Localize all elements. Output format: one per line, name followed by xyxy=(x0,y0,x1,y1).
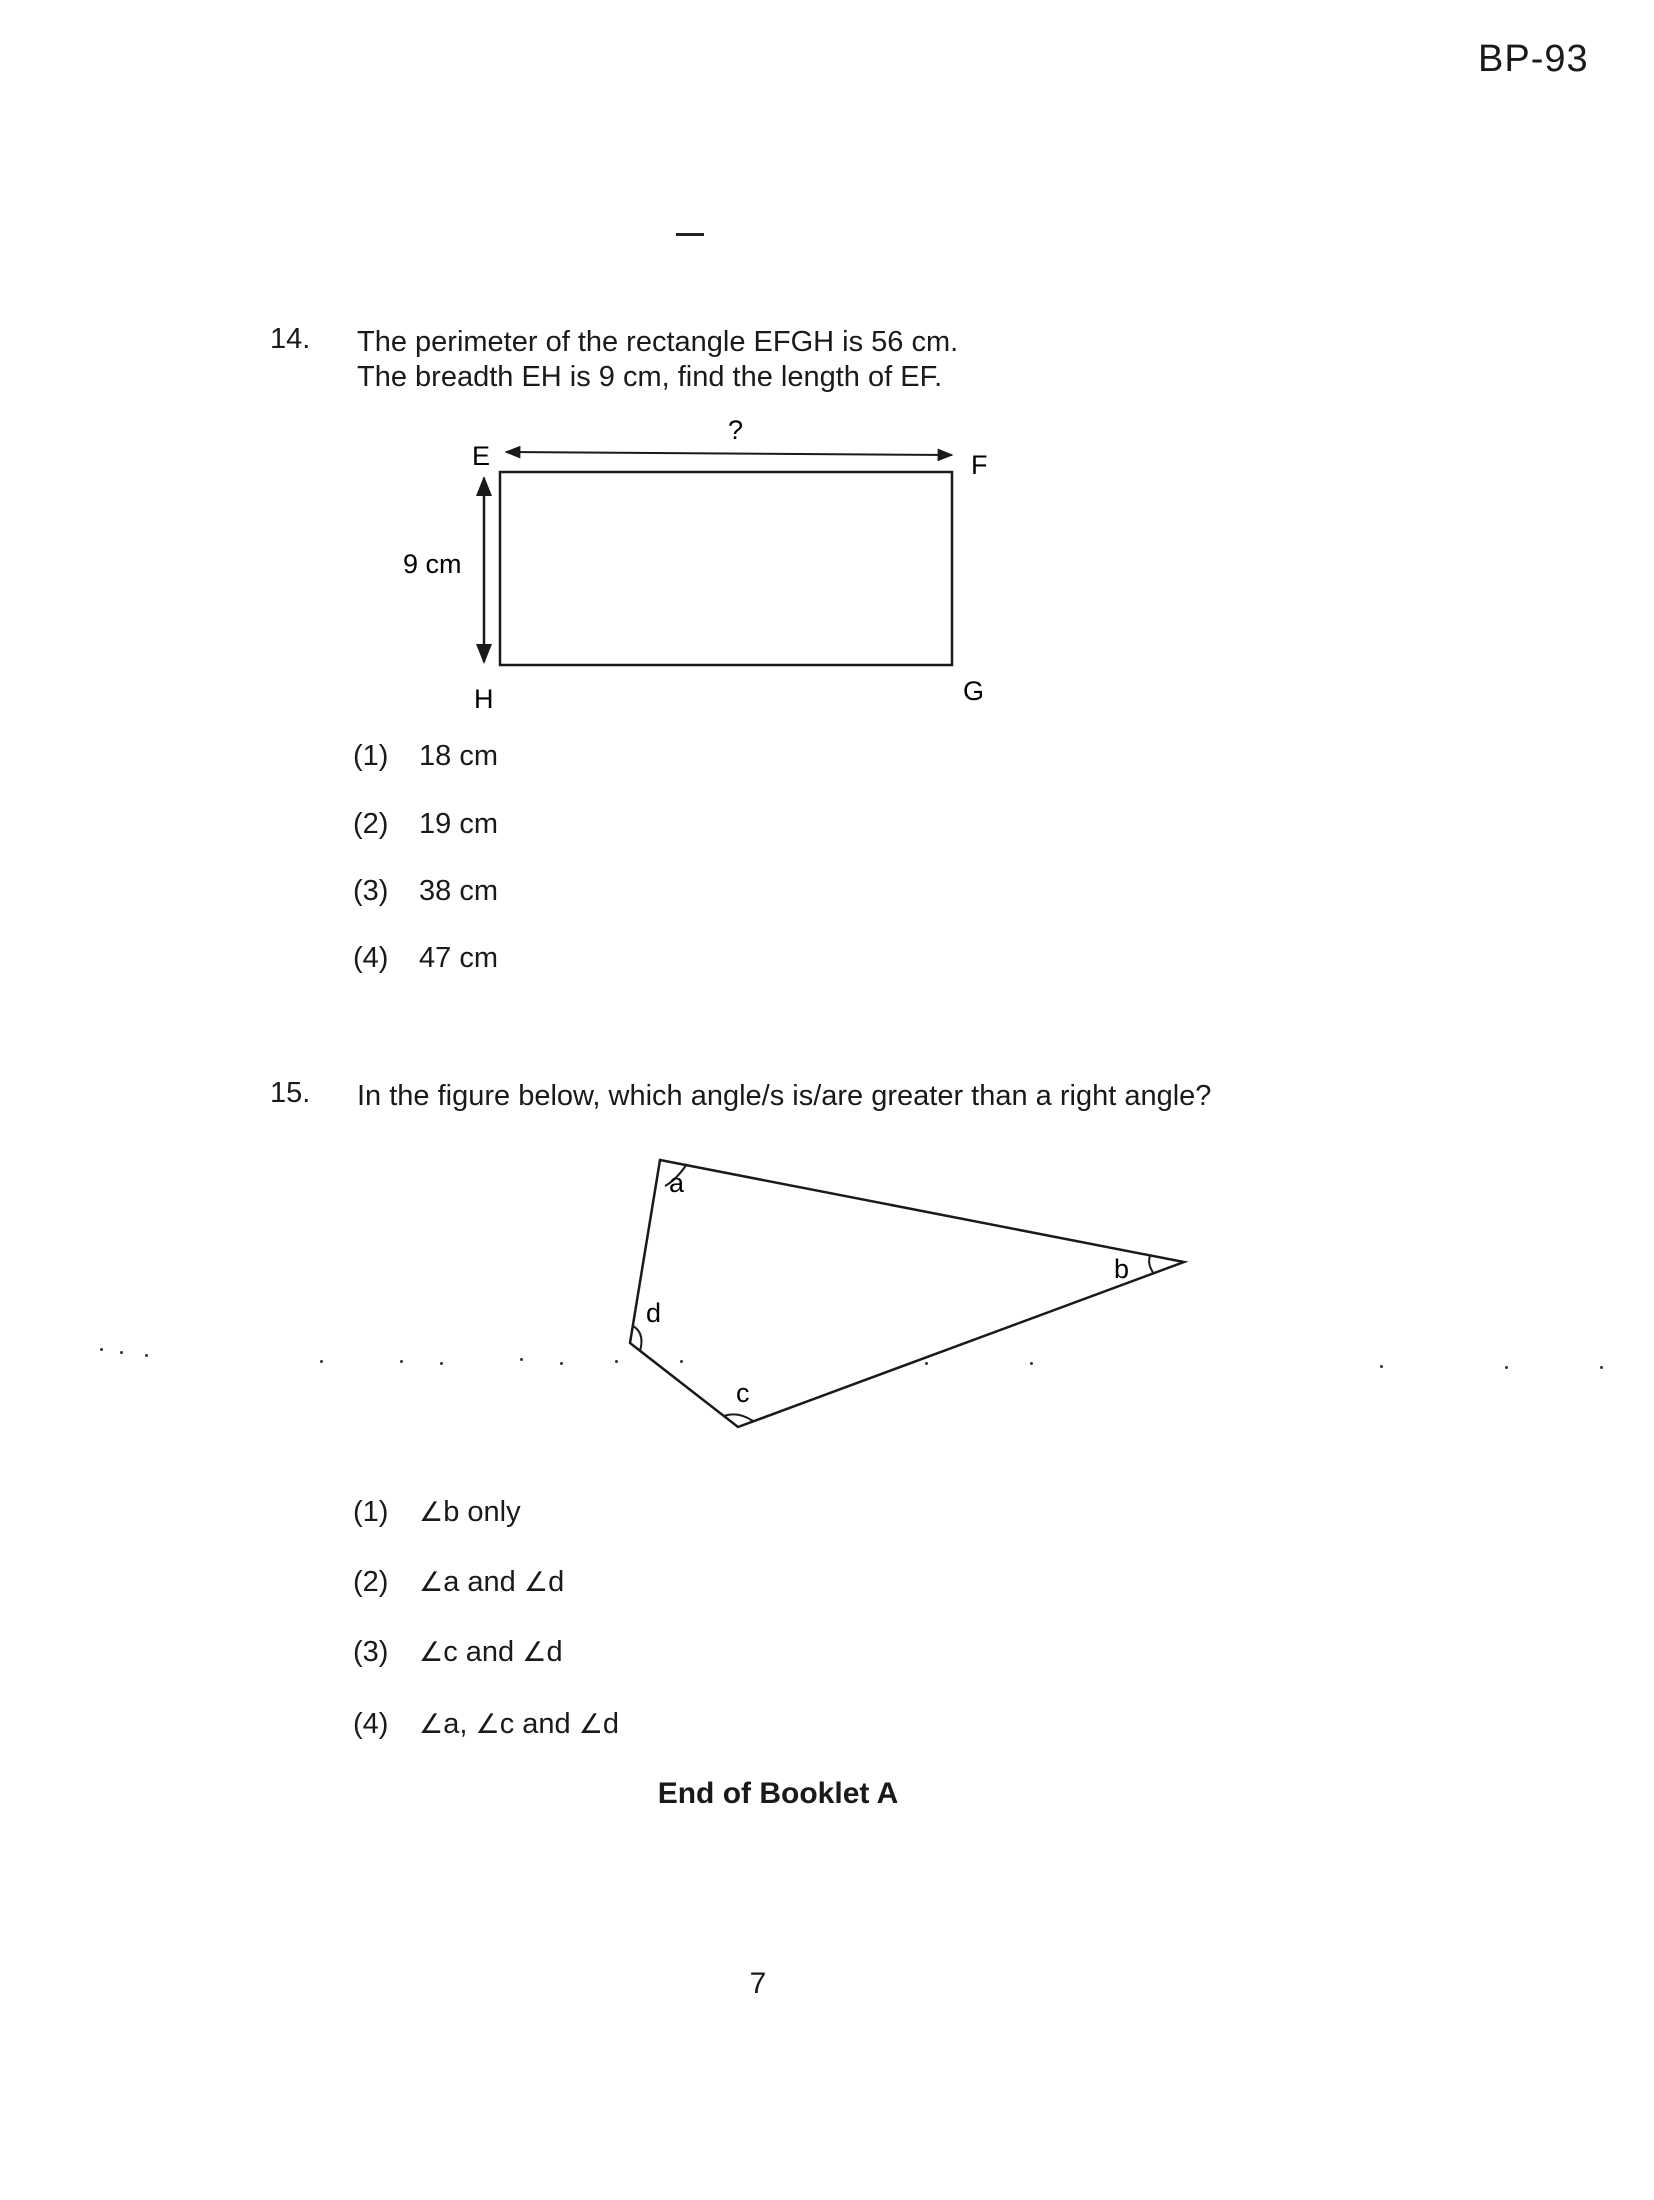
booklet-code: BP-93 xyxy=(1478,38,1589,80)
option-text: c and xyxy=(443,1636,523,1668)
angle-label-b: b xyxy=(1114,1254,1130,1284)
ef-length-arrow xyxy=(506,452,952,455)
angle-symbol: ∠ xyxy=(419,1709,444,1740)
angle-symbol: ∠ xyxy=(475,1709,500,1740)
question-15-text: In the figure below, which angle/s is/are greater than a right angle? xyxy=(357,1080,1212,1112)
q14-option-3[interactable] xyxy=(353,875,498,908)
vertex-label-e: E xyxy=(472,441,491,471)
option-text: d xyxy=(602,1708,620,1740)
quadrilateral-abcd xyxy=(630,1160,1184,1427)
q15-option-1[interactable] xyxy=(353,1496,521,1529)
option-text: 19 cm xyxy=(419,808,498,840)
q15-option-2[interactable] xyxy=(353,1566,564,1599)
option-text: 18 cm xyxy=(419,740,498,772)
angle-symbol: ∠ xyxy=(419,1497,444,1528)
option-number: (3) xyxy=(353,875,389,907)
q14-option-2[interactable] xyxy=(353,808,498,841)
question-14-line-1: The perimeter of the rectangle EFGH is 56 cm. xyxy=(357,326,959,358)
option-number: (2) xyxy=(353,808,389,840)
vertex-label-h: H xyxy=(474,684,494,714)
quadrilateral-figure xyxy=(0,1100,1654,1480)
question-14-line-2: The breadth EH is 9 cm, find the length of EF. xyxy=(357,361,943,393)
angle-label-c: c xyxy=(736,1378,750,1408)
unknown-length-label: ? xyxy=(728,415,744,445)
angle-symbol: ∠ xyxy=(419,1637,444,1668)
angle-b-arc xyxy=(1149,1256,1154,1274)
page-number: 7 xyxy=(749,1967,767,2000)
option-number: (4) xyxy=(353,1708,389,1740)
breadth-label: 9 cm xyxy=(403,549,462,579)
angle-label-a: a xyxy=(669,1168,685,1198)
option-text: c and xyxy=(499,1708,579,1740)
option-text: d xyxy=(548,1566,565,1598)
q14-option-1[interactable] xyxy=(353,740,498,773)
q15-option-4[interactable] xyxy=(353,1708,619,1741)
option-text: b only xyxy=(443,1496,521,1528)
option-number: (4) xyxy=(353,942,389,974)
angle-symbol: ∠ xyxy=(523,1567,549,1598)
angle-label-d: d xyxy=(646,1298,662,1328)
rectangle-efgh-figure xyxy=(0,0,1654,760)
option-text: a and xyxy=(443,1566,524,1598)
q14-option-4[interactable] xyxy=(353,942,498,975)
option-number: (1) xyxy=(353,740,389,772)
option-number: (1) xyxy=(353,1496,389,1528)
vertex-label-f: F xyxy=(971,450,988,480)
angle-symbol: ∠ xyxy=(578,1709,603,1740)
option-text: 47 cm xyxy=(419,942,498,974)
q15-option-3[interactable] xyxy=(353,1636,563,1669)
option-text: 38 cm xyxy=(419,875,498,907)
option-text: d xyxy=(546,1636,563,1668)
option-number: (3) xyxy=(353,1636,389,1668)
angle-symbol: ∠ xyxy=(522,1637,547,1668)
option-text: a, xyxy=(443,1708,476,1740)
question-15-number: 15. xyxy=(270,1077,311,1109)
end-of-booklet-label: End of Booklet A xyxy=(657,1777,899,1810)
vertex-label-g: G xyxy=(963,676,985,706)
option-number: (2) xyxy=(353,1566,389,1598)
rectangle-efgh xyxy=(500,472,952,665)
angle-symbol: ∠ xyxy=(419,1567,444,1598)
question-14-number: 14. xyxy=(270,323,311,355)
